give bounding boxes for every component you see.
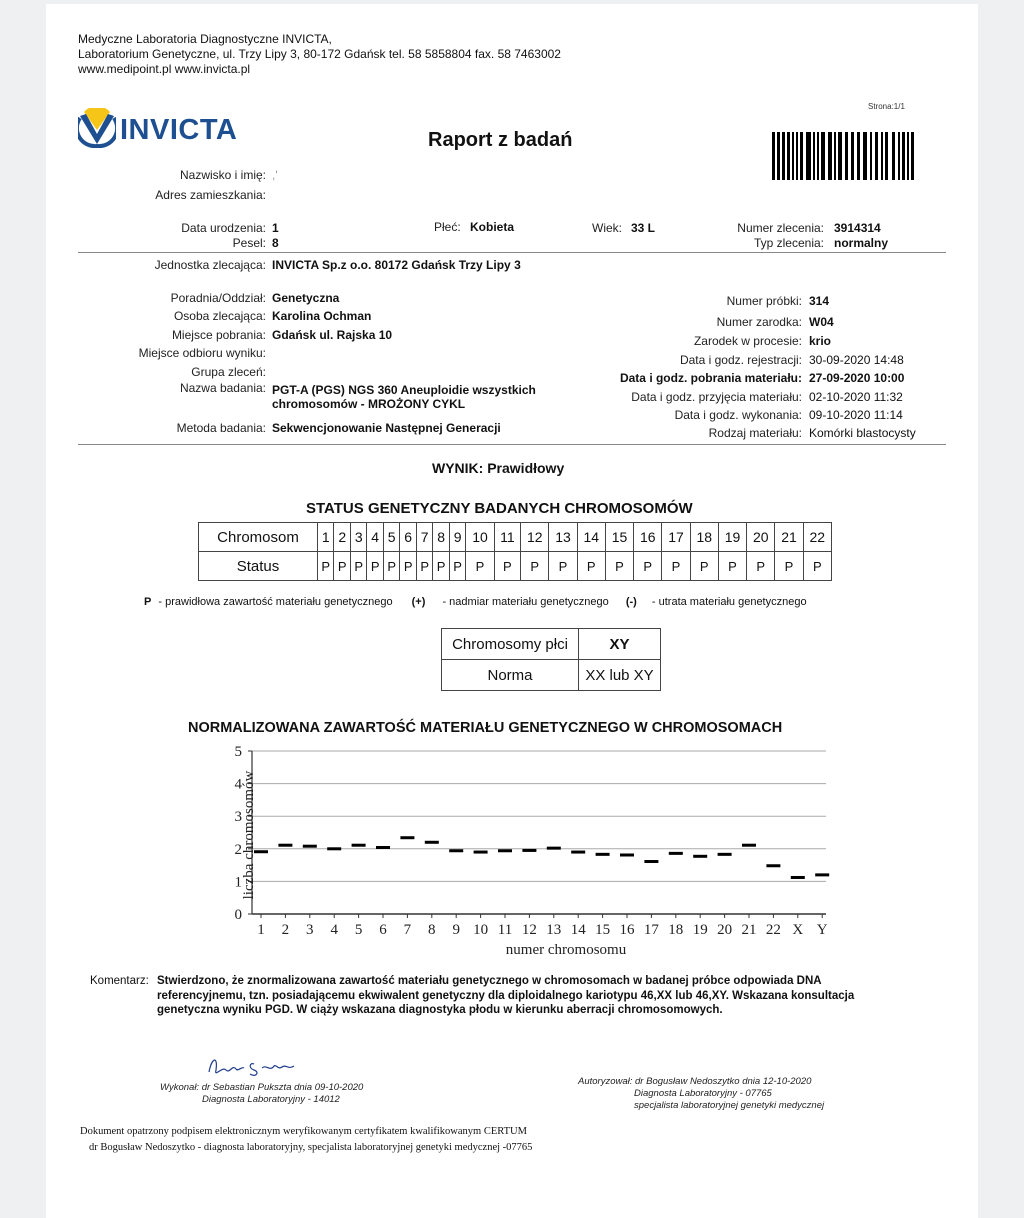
order-type-label: Typ zlecenia: <box>753 236 824 250</box>
chromosome-status-cell: P <box>521 552 549 581</box>
detail-value: krio <box>809 334 832 348</box>
data-marker <box>327 847 341 850</box>
authorized-by-specialty: specjalista laboratoryjnej genetyki medycznej <box>634 1100 825 1111</box>
x-tick-label: 8 <box>428 922 436 938</box>
data-marker <box>718 853 732 856</box>
chromosome-status-cell: P <box>634 552 662 581</box>
detail-label: Rodzaj materiału: <box>708 426 802 440</box>
birth-label: Data urodzenia: <box>181 221 266 235</box>
data-marker <box>474 851 488 854</box>
y-tick-label: 4 <box>234 776 242 793</box>
birth-value: 1 <box>272 221 279 235</box>
chromosome-status-cell: P <box>605 552 633 581</box>
chromosome-number-cell: 6 <box>400 523 416 552</box>
chromosome-number-cell: 22 <box>803 523 831 552</box>
detail-label: Data i godz. pobrania materiału: <box>619 371 802 385</box>
address-label: Adres zamieszkania: <box>155 188 266 202</box>
chromosome-status-cell: P <box>690 552 718 581</box>
order-number-label: Numer zlecenia: <box>737 221 824 235</box>
status-legend <box>144 596 807 608</box>
report-page <box>46 4 978 1218</box>
data-marker <box>376 846 390 849</box>
x-tick-label: 10 <box>473 922 489 938</box>
lab-header-line2: Laboratorium Genetyczne, ul. Trzy Lipy 3, 80-172 Gdańsk tel. 58 5858804 fax. 58 7463002 <box>78 47 561 61</box>
data-marker <box>620 853 634 856</box>
sex-chromosomes-value: XY <box>579 629 661 660</box>
x-tick-label: 16 <box>619 922 635 938</box>
legend-plus-key: (+) <box>411 596 426 608</box>
lab-header-line1: Medyczne Laboratoria Diagnostyczne INVICTA, <box>78 32 332 46</box>
detail-value: 09-10-2020 11:14 <box>809 408 903 422</box>
data-marker <box>693 855 707 858</box>
detail-value: PGT-A (PGS) NGS 360 Aneuploidie wszystkich <box>272 383 536 397</box>
x-tick-label: 4 <box>330 922 338 938</box>
x-tick-label: 21 <box>741 922 757 938</box>
chromosome-status-cell: P <box>747 552 775 581</box>
x-tick-label: 5 <box>354 922 363 938</box>
chromosome-status-cell: P <box>318 552 334 581</box>
lab-header <box>78 32 561 77</box>
x-tick-label: 9 <box>452 922 460 938</box>
data-marker <box>766 864 780 867</box>
detail-label: Poradnia/Oddział: <box>170 291 266 305</box>
sex-chromosomes-table <box>441 628 661 691</box>
chromosome-number-cell: 4 <box>367 523 383 552</box>
chromosome-status-cell: P <box>549 552 577 581</box>
chromosome-number-cell: 8 <box>433 523 449 552</box>
chromosome-status-cell: P <box>494 552 521 581</box>
chromosome-status-cell: P <box>383 552 399 581</box>
chromosome-status-cell: P <box>803 552 831 581</box>
lab-header-line3: www.medipoint.pl www.invicta.pl <box>78 62 251 76</box>
data-marker <box>571 851 585 854</box>
detail-label: Metoda badania: <box>176 421 266 435</box>
legend-plus-desc: - nadmiar materiału genetycznego <box>442 596 609 608</box>
footer-line2: dr Bogusław Nedoszytko - diagnosta laboratoryjny, specjalista laboratoryjnej genetyki medycznej -07765 <box>89 1142 533 1153</box>
detail-value: 02-10-2020 11:32 <box>809 390 903 404</box>
data-marker <box>303 845 317 848</box>
chromosome-number-cell: 20 <box>747 523 775 552</box>
legend-p-key: P <box>144 596 152 608</box>
detail-value: 30-09-2020 14:48 <box>809 353 904 367</box>
row-header: Status <box>199 552 318 581</box>
x-tick-label: 3 <box>306 922 314 938</box>
sex-value: Kobieta <box>470 220 515 234</box>
detail-value: Sekwencjonowanie Następnej Generacji <box>272 421 501 435</box>
detail-label: Osoba zlecająca: <box>173 309 266 323</box>
signature-icon <box>204 1052 304 1082</box>
detail-value: W04 <box>809 315 834 329</box>
chromosome-number-cell: 21 <box>775 523 803 552</box>
logo-text: INVICTA <box>120 114 238 146</box>
chromosome-number-cell: 11 <box>494 523 521 552</box>
page-number: Strona:1/1 <box>868 102 905 111</box>
detail-label: Nazwa badania: <box>179 381 266 395</box>
chromosome-status-cell: P <box>775 552 803 581</box>
sex-chromosomes-label: Chromosomy płci <box>442 629 579 660</box>
legend-minus-desc: - utrata materiału genetycznego <box>651 596 807 608</box>
chromosome-number-cell: 12 <box>521 523 549 552</box>
x-axis-label: numer chromosomu <box>505 942 627 958</box>
chromosome-number-cell: 16 <box>634 523 662 552</box>
detail-label: Data i godz. przyjęcia materiału: <box>631 390 802 404</box>
pesel-label: Pesel: <box>232 236 266 250</box>
detail-label: Numer zarodka: <box>716 315 802 329</box>
y-tick-label: 5 <box>234 744 242 760</box>
data-marker <box>522 849 536 852</box>
data-marker <box>596 853 610 856</box>
data-marker <box>449 849 463 852</box>
data-marker <box>669 852 683 855</box>
chromosome-status-cell: P <box>449 552 465 581</box>
chromosome-number-cell: 5 <box>383 523 399 552</box>
age-value: 33 L <box>631 221 656 235</box>
detail-value: Gdańsk ul. Rajska 10 <box>272 328 393 342</box>
chromosome-number-cell: 17 <box>662 523 690 552</box>
comment-label: Komentarz: <box>90 975 149 987</box>
status-table-title: STATUS GENETYCZNY BADANYCH CHROMOSOMÓW <box>306 500 693 517</box>
footer-line1: Dokument opatrzony podpisem elektronicznym weryfikowanym certyfikatem kwalifikowanym CERTUM <box>80 1126 527 1137</box>
x-tick-label: 22 <box>765 922 781 938</box>
row-header: Chromosom <box>199 523 318 552</box>
x-tick-label: 19 <box>692 922 708 938</box>
x-tick-label: 14 <box>570 922 586 938</box>
chromosome-status-cell: P <box>334 552 350 581</box>
chromosome-number-cell: 13 <box>549 523 577 552</box>
detail-value: 314 <box>809 294 830 308</box>
chromosome-status-cell: P <box>577 552 605 581</box>
x-tick-label: 12 <box>521 922 537 938</box>
x-tick-label: 17 <box>643 922 659 938</box>
y-tick-label: 1 <box>234 874 242 891</box>
norm-value: XX lub XY <box>579 660 661 691</box>
data-marker <box>400 836 414 839</box>
detail-value: 27-09-2020 10:00 <box>809 371 905 385</box>
comment-line: Stwierdzono, że znormalizowana zawartość materiału genetycznego w chromosomach w badanej próbce odpowiada DNA <box>157 975 822 987</box>
x-tick-label: 7 <box>403 922 412 938</box>
chromosome-number-cell: 1 <box>318 523 334 552</box>
y-tick-label: 3 <box>234 809 242 826</box>
logo-v-icon <box>78 108 116 148</box>
age-label: Wiek: <box>592 221 622 235</box>
x-tick-label: 13 <box>546 922 562 938</box>
chromosome-status-cell: P <box>400 552 416 581</box>
detail-label: Miejsce pobrania: <box>171 328 266 342</box>
chromosome-number-cell: 18 <box>690 523 718 552</box>
data-marker <box>352 844 366 847</box>
data-marker <box>791 876 805 879</box>
chromosome-status-cell: P <box>367 552 383 581</box>
authorized-by: Autoryzował: dr Bogusław Nedoszytko dnia 12-10-2020 <box>578 1076 812 1087</box>
comment-line: genetyczna wyniku PGD. W ciąży wskazana diagnostyka płodu w kierunku aberracji chromosomowych. <box>157 1004 723 1016</box>
x-tick-label: 2 <box>281 922 290 938</box>
x-tick-label: 18 <box>668 922 684 938</box>
chromosome-number-cell: 3 <box>350 523 366 552</box>
detail-label: Data i godz. wykonania: <box>674 408 802 422</box>
comment-line: referencyjnemu, tzn. posiadającemu ekwiwalent genetyczny dla diploidalnego kariotypu 46,XX lub 46,XY. Wskazana konsultacja <box>157 989 855 1002</box>
data-marker <box>278 844 292 847</box>
comment-text <box>157 974 854 1018</box>
chromosome-status-cell: P <box>662 552 690 581</box>
x-tick-label: X <box>792 922 804 938</box>
x-tick-label: 11 <box>497 922 513 938</box>
sex-label: Płeć: <box>434 220 461 234</box>
detail-label: Numer próbki: <box>726 294 802 308</box>
order-number-value: 3914314 <box>834 221 881 235</box>
chromosome-status-cell: P <box>416 552 432 581</box>
chromosome-chart <box>176 740 836 962</box>
data-marker <box>742 844 756 847</box>
performed-by: Wykonał: dr Sebastian Pukszta dnia 09-10-2020 <box>160 1082 364 1093</box>
result-text: WYNIK: Prawidłowy <box>432 460 565 476</box>
chromosome-status-cell: P <box>350 552 366 581</box>
data-marker <box>815 873 829 876</box>
data-marker <box>498 849 512 852</box>
x-tick-label: 6 <box>379 922 387 938</box>
detail-value: Genetyczna <box>272 291 340 305</box>
detail-value: Komórki blastocysty <box>809 426 916 440</box>
status-row <box>199 552 832 581</box>
name-value: ,' <box>272 168 278 182</box>
unit-value: INVICTA Sp.z o.o. 80172 Gdańsk Trzy Lipy 3 <box>272 258 521 272</box>
norm-label: Norma <box>442 660 579 691</box>
data-marker <box>644 860 658 863</box>
chromosome-number-cell: 10 <box>466 523 494 552</box>
authorized-by-title: Diagnosta Laboratoryjny - 07765 <box>634 1088 772 1099</box>
chromosome-number-cell: 9 <box>449 523 465 552</box>
divider <box>78 444 946 445</box>
chromosome-number-cell: 19 <box>718 523 746 552</box>
pesel-value: 8 <box>272 236 279 250</box>
y-tick-label: 0 <box>234 907 242 923</box>
data-marker <box>547 847 561 850</box>
barcode-icon <box>772 132 916 180</box>
x-tick-label: 15 <box>595 922 611 938</box>
detail-label: Data i godz. rejestracji: <box>679 353 802 367</box>
y-tick-label: 2 <box>234 841 242 858</box>
chromosome-status-table <box>198 522 832 581</box>
chromosome-number-cell: 14 <box>577 523 605 552</box>
detail-value: Karolina Ochman <box>272 309 372 323</box>
unit-label: Jednostka zlecająca: <box>154 258 266 272</box>
performed-by-title: Diagnosta Laboratoryjny - 14012 <box>202 1094 340 1105</box>
chromosome-status-cell: P <box>466 552 494 581</box>
chromosome-number-cell: 7 <box>416 523 432 552</box>
chromosome-status-cell: P <box>433 552 449 581</box>
order-type-value: normalny <box>834 236 889 250</box>
detail-label: Grupa zleceń: <box>191 365 266 379</box>
data-marker <box>425 841 439 844</box>
y-axis-label: liczba chromosomów <box>241 770 257 900</box>
legend-p-desc: - prawidłowa zawartość materiału genetycznego <box>158 596 393 608</box>
detail-label: Miejsce odbioru wyniku: <box>138 346 266 360</box>
chromosome-number-cell: 15 <box>605 523 633 552</box>
chart-title: NORMALIZOWANA ZAWARTOŚĆ MATERIAŁU GENETYCZNEGO W CHROMOSOMACH <box>188 720 783 736</box>
name-label: Nazwisko i imię: <box>179 168 266 182</box>
x-tick-label: Y <box>816 922 828 938</box>
chromosome-status-cell: P <box>718 552 746 581</box>
chromosome-number-cell: 2 <box>334 523 350 552</box>
detail-value-continued: chromosomów - MROŻONY CYKL <box>272 397 466 411</box>
x-tick-label: 1 <box>257 922 265 938</box>
report-title: Raport z badań <box>428 129 573 151</box>
x-tick-label: 20 <box>717 922 733 938</box>
chromosome-row <box>199 523 832 552</box>
divider <box>78 252 946 253</box>
legend-minus-key: (-) <box>625 596 637 608</box>
detail-label: Zarodek w procesie: <box>693 334 802 348</box>
